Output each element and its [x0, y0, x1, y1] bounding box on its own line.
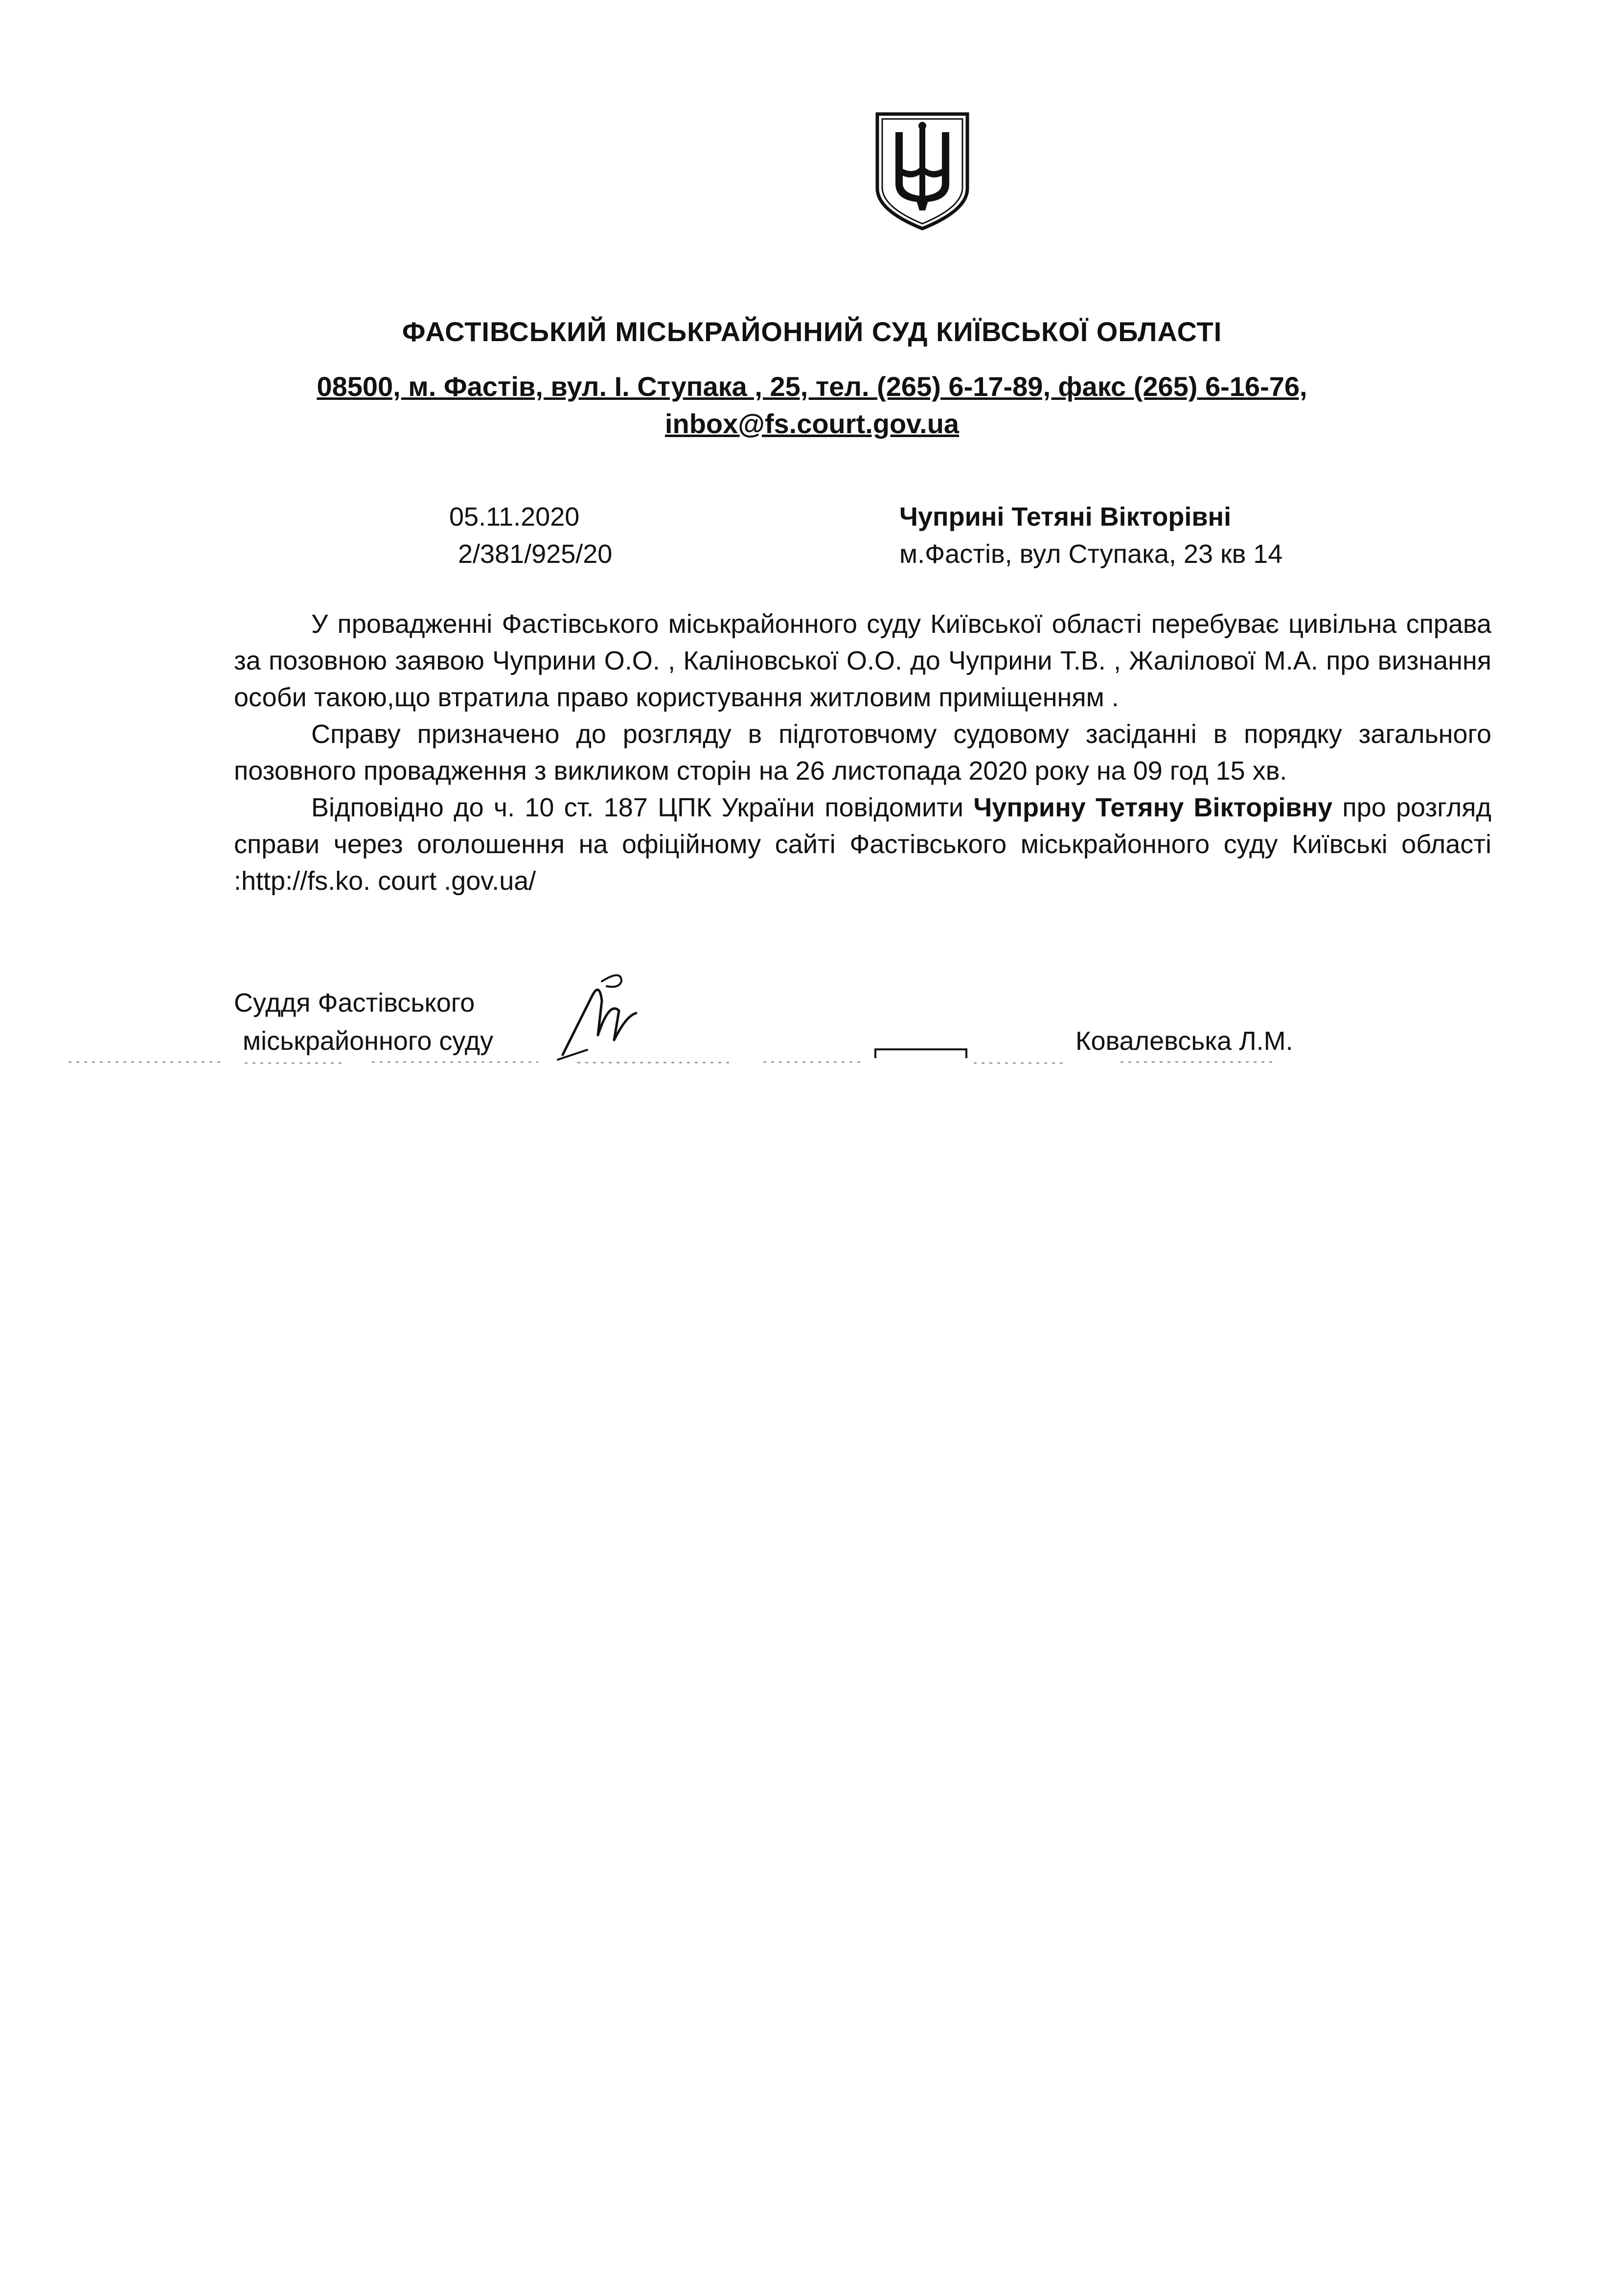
- document-date: 05.11.2020: [449, 502, 580, 532]
- body-paragraph: [234, 789, 1491, 900]
- judge-title: [234, 984, 493, 1060]
- judge-name: Ковалевська Л.М.: [1075, 1026, 1293, 1056]
- defendant-name: Чуприну Тетяну Вікторівну: [973, 793, 1333, 822]
- trident-coat-of-arms-icon: [873, 110, 971, 232]
- recipient-address: м.Фастів, вул Ступака, 23 кв 14: [899, 539, 1283, 569]
- handwritten-signature: [553, 967, 665, 1065]
- court-email: inbox@fs.court.gov.ua: [664, 408, 960, 439]
- recipient-block: [899, 498, 1282, 573]
- judge-title-line: Суддя Фастівського: [234, 988, 475, 1018]
- letter-body: [234, 606, 1491, 900]
- court-name: ФАСТІВСЬКИЙ МІСЬКРАЙОННИЙ СУД КИЇВСЬКОЇ ОБЛАСТІ: [402, 316, 1222, 347]
- paragraph-text: про розгляд справи через оголошення на офіційному сайті Фастівського міськрайонного суду Київські області :http://fs.ko. court .gov.ua/: [234, 793, 1491, 896]
- body-paragraph: У провадженні Фастівського міськрайонного суду Київської області перебуває цивільна справа за позовною заявою Чуприни О.О. , Каліновської О.О. до Чуприни Т.В. , Жалілової М.А. про визнання особи такою,що втратила право користування житловим приміщенням .: [234, 609, 1491, 712]
- paragraph-text: Відповідно до ч. 10 ст. 187 ЦПК України повідомити: [311, 793, 964, 822]
- judge-title-line: міськрайонного суду: [243, 1026, 494, 1056]
- court-address-line: 08500, м. Фастів, вул. І. Ступака , 25, тел. (265) 6-17-89, факс (265) 6-16-76,: [317, 371, 1307, 402]
- court-address: [0, 368, 1624, 442]
- recipient-name: Чуприні Тетяні Вікторівні: [899, 502, 1232, 532]
- body-paragraph: Справу призначено до розгляду в підготовчому судовому засіданні в порядку загального позовного провадження з викликом сторін на 26 листопада 2020 року на 09 год 15 хв.: [234, 719, 1491, 786]
- case-number: 2/381/925/20: [458, 539, 613, 569]
- scan-artifact-line: [0, 1052, 1624, 1072]
- document-meta: [449, 498, 612, 573]
